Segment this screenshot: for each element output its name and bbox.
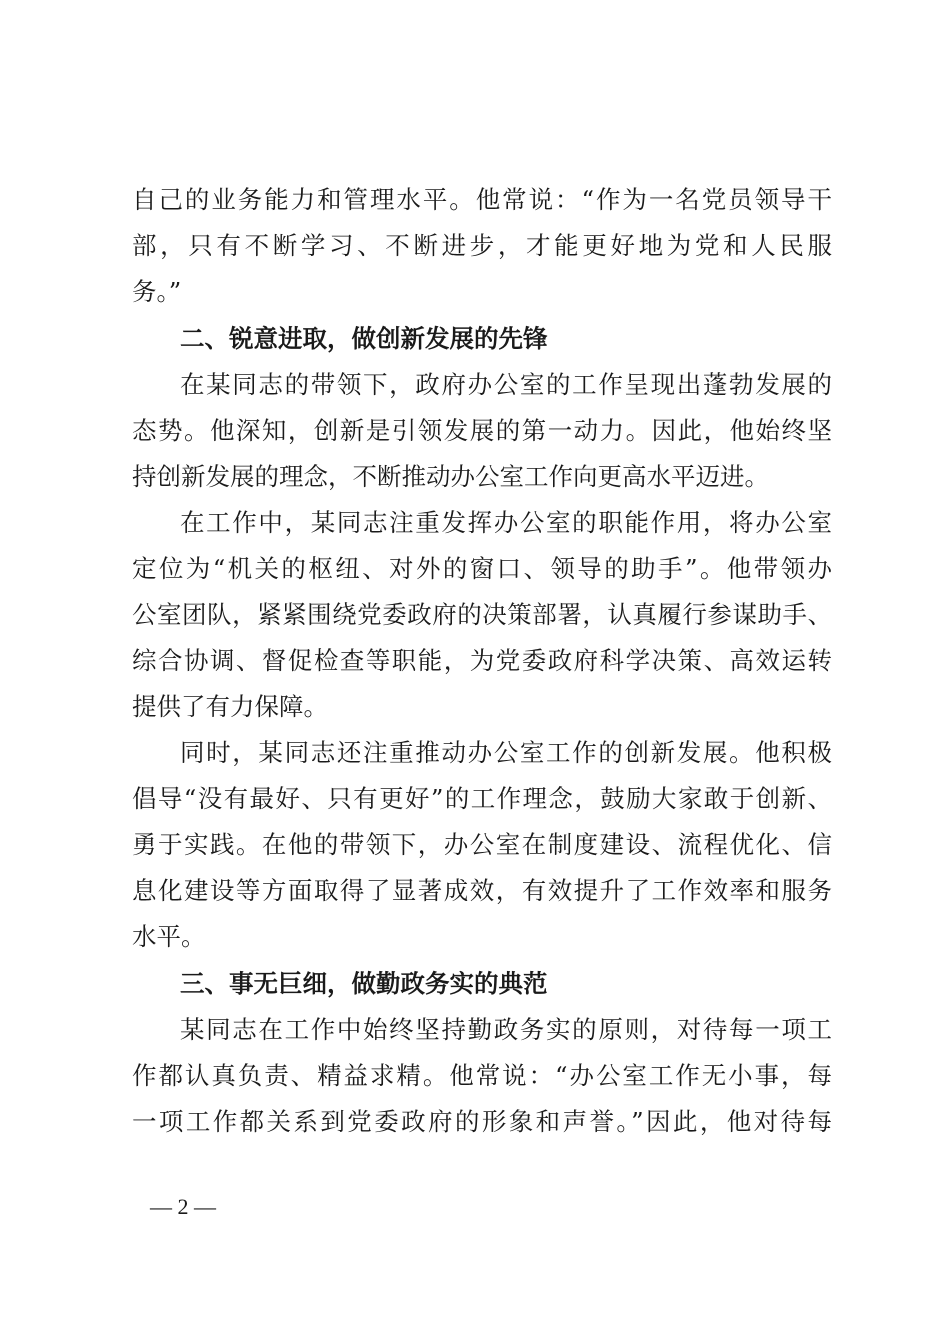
paragraph-line: 在某同志的带领下，政府办公室的工作呈现出蓬勃发展的 <box>180 370 832 399</box>
paragraph-line: 务。” <box>132 277 182 306</box>
paragraph-line: 在工作中，某同志注重发挥办公室的职能作用，将办公室 <box>180 508 832 537</box>
paragraph-line: 公室团队，紧紧围绕党委政府的决策部署，认真履行参谋助手、 <box>132 600 832 629</box>
paragraph-line: 水平。 <box>132 922 206 951</box>
paragraph-line: 部，只有不断学习、不断进步，才能更好地为党和人民服 <box>132 231 832 260</box>
paragraph-line: 某同志在工作中始终坚持勤政务实的原则，对待每一项工 <box>180 1015 832 1044</box>
paragraph-line: 持创新发展的理念，不断推动办公室工作向更高水平迈进。 <box>132 462 769 491</box>
paragraph-line: 提供了有力保障。 <box>132 692 328 721</box>
paragraph-line: 作都认真负责、精益求精。他常说：“办公室工作无小事，每 <box>132 1061 832 1090</box>
paragraph-line: 态势。他深知，创新是引领发展的第一动力。因此，他始终坚 <box>132 416 832 445</box>
paragraph-line: 自己的业务能力和管理水平。他常说：“作为一名党员领导干 <box>132 185 832 214</box>
paragraph-line: 一项工作都关系到党委政府的形象和声誉。”因此，他对待每 <box>132 1107 832 1136</box>
paragraph-line: 定位为“机关的枢纽、对外的窗口、领导的助手”。他带领办 <box>132 554 832 583</box>
paragraph-line: 息化建设等方面取得了显著成效，有效提升了工作效率和服务 <box>132 876 832 905</box>
section-heading: 二、锐意进取，做创新发展的先锋 <box>180 324 548 353</box>
paragraph-line: 倡导“没有最好、只有更好”的工作理念，鼓励大家敢于创新、 <box>132 784 832 813</box>
paragraph-line: 同时，某同志还注重推动办公室工作的创新发展。他积极 <box>180 738 832 767</box>
page-number: — 2 — <box>150 1194 216 1219</box>
paragraph-line: 综合协调、督促检查等职能，为党委政府科学决策、高效运转 <box>132 646 832 675</box>
section-heading: 三、事无巨细，做勤政务实的典范 <box>180 969 548 998</box>
paragraph-line: 勇于实践。在他的带领下，办公室在制度建设、流程优化、信 <box>132 830 832 859</box>
